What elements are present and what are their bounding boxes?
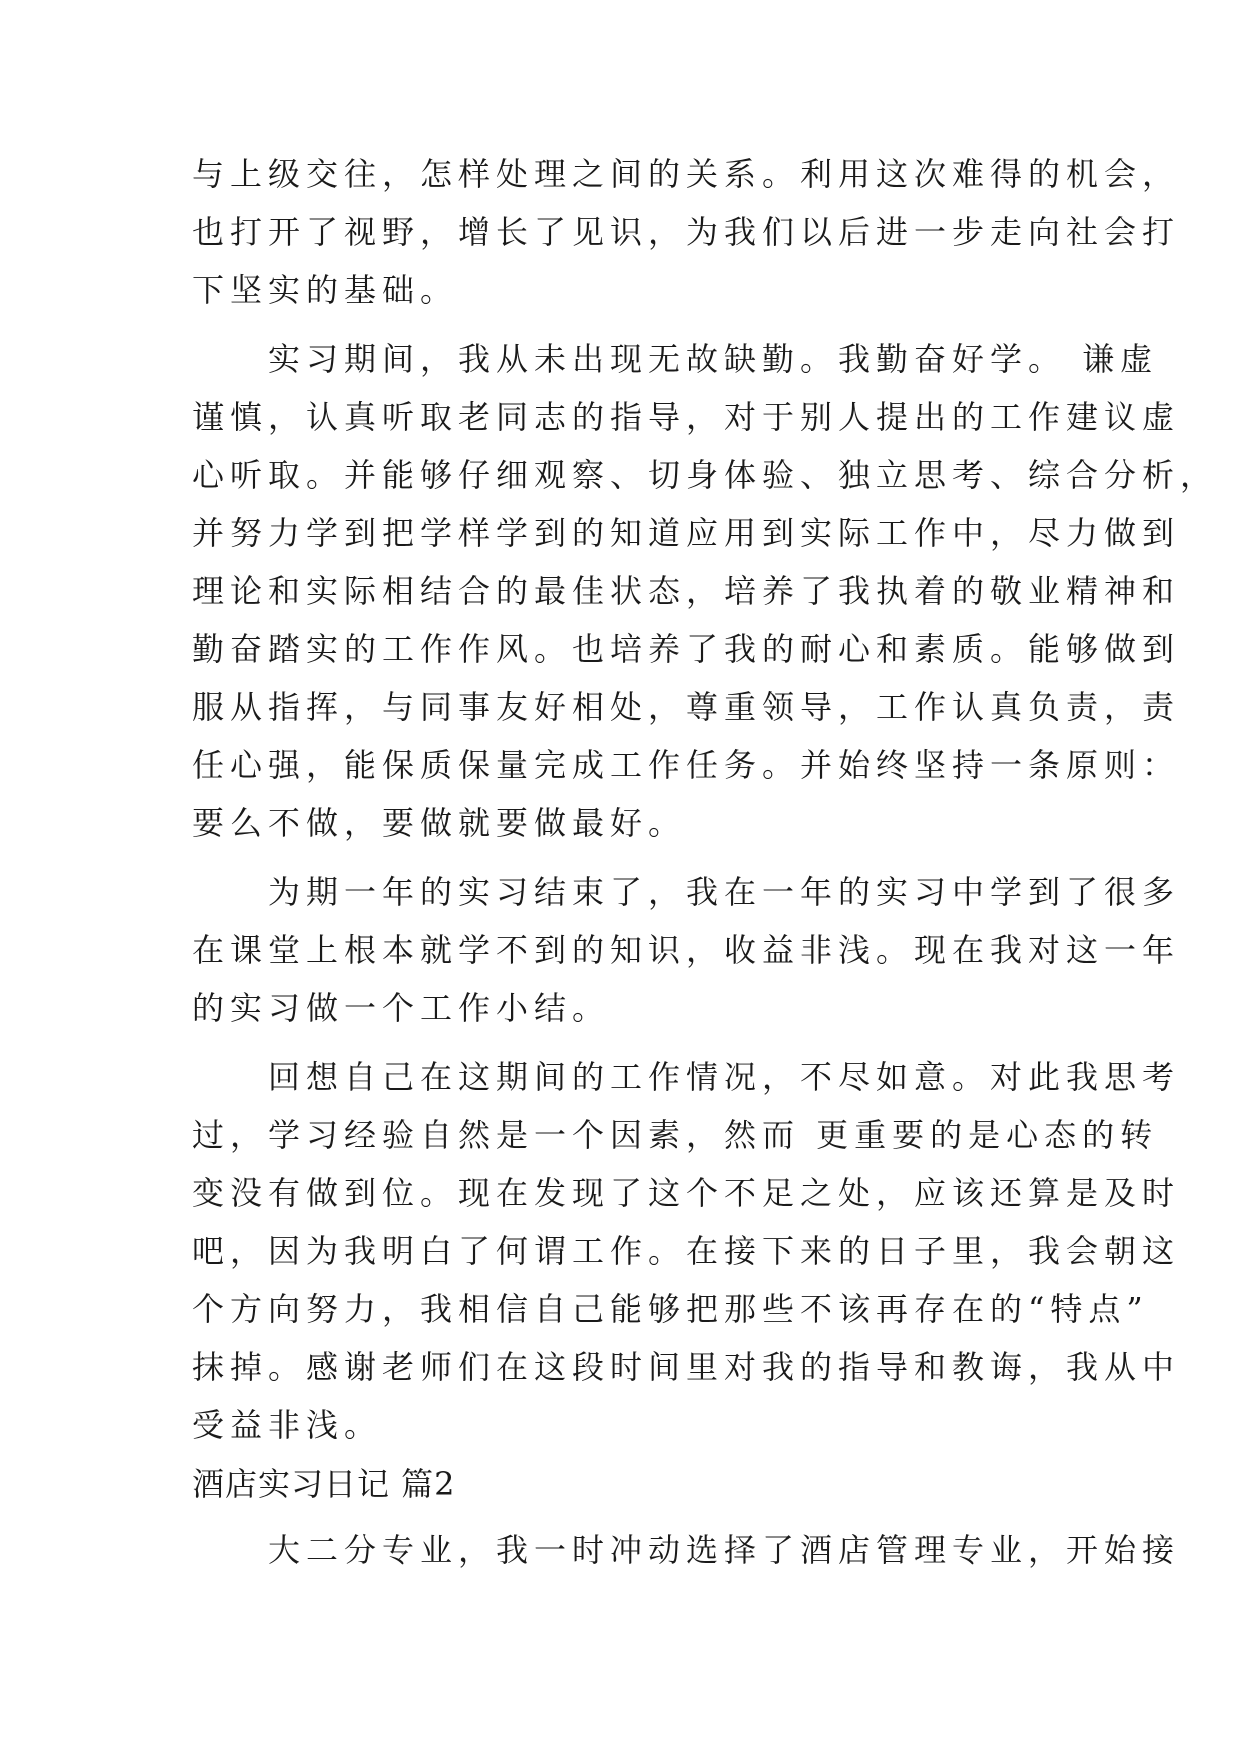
text-line: 个方向努力，我相信自己能够把那些不该再存在的“特点”: [192, 1290, 1149, 1328]
text-line: 抹掉。感谢老师们在这段时间里对我的指导和教诲，我从中: [192, 1348, 1181, 1386]
text-line: 勤奋踏实的工作作风。也培养了我的耐心和素质。能够做到: [192, 630, 1181, 668]
text-line: 下坚实的基础。: [192, 271, 459, 309]
text-line: 心听取。并能够仔细观察、切身体验、独立思考、综合分析，: [192, 456, 1219, 494]
text-line: 理论和实际相结合的最佳状态，培养了我执着的敬业精神和: [192, 572, 1181, 610]
text-line: 变没有做到位。现在发现了这个不足之处，应该还算是及时: [192, 1174, 1181, 1212]
text-line: 过，学习经验自然是一个因素，然而 更重要的是心态的转: [192, 1116, 1159, 1154]
text-line: 谨慎，认真听取老同志的指导，对于别人提出的工作建议虚: [192, 398, 1181, 436]
text-line: 受益非浅。: [192, 1406, 383, 1444]
text-line: 吧，因为我明白了何谓工作。在接下来的日子里，我会朝这: [192, 1232, 1181, 1270]
text-line: 的实习做一个工作小结。: [192, 989, 611, 1027]
text-line: 回想自己在这期间的工作情况，不尽如意。对此我思考: [192, 1058, 1181, 1096]
text-line: 任心强，能保质保量完成工作任务。并始终坚持一条原则：: [192, 746, 1181, 784]
section-heading: 酒店实习日记 篇2: [192, 1465, 456, 1503]
text-line: 并努力学到把学样学到的知道应用到实际工作中，尽力做到: [192, 514, 1181, 552]
text-line: 服从指挥，与同事友好相处，尊重领导，工作认真负责，责: [192, 688, 1181, 726]
text-line: 在课堂上根本就学不到的知识，收益非浅。现在我对这一年: [192, 931, 1181, 969]
text-line: 与上级交往，怎样处理之间的关系。利用这次难得的机会，: [192, 155, 1181, 193]
text-line: 要么不做，要做就要做最好。: [192, 804, 687, 842]
text-line: 大二分专业，我一时冲动选择了酒店管理专业，开始接: [192, 1531, 1181, 1569]
text-line: 为期一年的实习结束了，我在一年的实习中学到了很多: [192, 873, 1181, 911]
text-line: 实习期间，我从未出现无故缺勤。我勤奋好学。 谦虚: [192, 340, 1159, 378]
text-line: 也打开了视野，增长了见识，为我们以后进一步走向社会打: [192, 213, 1181, 251]
